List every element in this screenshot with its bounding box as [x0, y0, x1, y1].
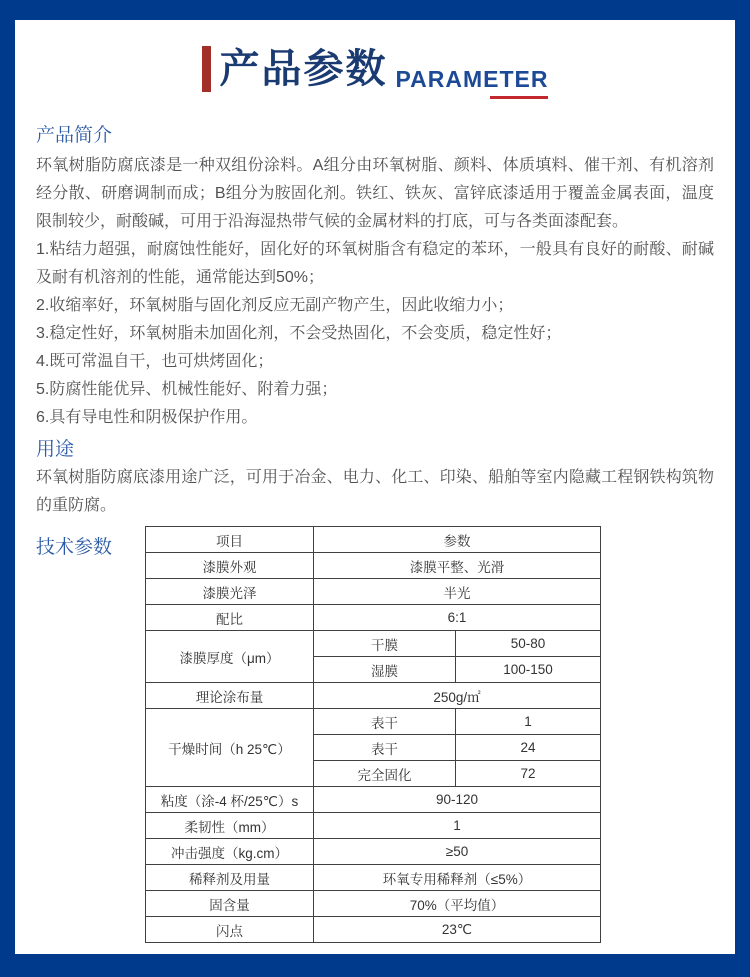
- feature-item: 3.稳定性好，环氧树脂未加固化剂，不会受热固化，不会变质，稳定性好；: [36, 325, 562, 342]
- content-area: [15, 124, 735, 943]
- param-label-cell: 固含量: [146, 891, 314, 917]
- param-row: [146, 787, 601, 813]
- section-heading-usage: 用途: [36, 439, 75, 460]
- param-value-cell: 6:1: [314, 605, 601, 631]
- param-value-cell: 50-80: [456, 631, 601, 657]
- param-row: [146, 891, 601, 917]
- param-label-cell: 项目: [146, 527, 314, 553]
- param-value-cell: 1: [314, 813, 601, 839]
- param-label-cell: 柔韧性（mm）: [146, 813, 314, 839]
- subtitle-underline: [490, 96, 548, 99]
- param-label-cell: 冲击强度（kg.cm）: [146, 839, 314, 865]
- feature-item: 4.既可常温自干，也可烘烤固化；: [36, 353, 274, 370]
- section-heading-intro: 产品简介: [36, 125, 113, 146]
- feature-item: 5.防腐性能优异、机械性能好、附着力强；: [36, 381, 338, 398]
- technical-parameters-table: [145, 526, 601, 943]
- title-accent-bar: [202, 46, 211, 92]
- param-value-cell: 72: [456, 761, 601, 787]
- page-subtitle: PARAMETER: [395, 66, 549, 92]
- param-row: [146, 631, 601, 657]
- param-value-cell: 环氧专用稀释剂（≤5%）: [314, 865, 601, 891]
- param-row: [146, 917, 601, 943]
- param-sublabel-cell: 完全固化: [314, 761, 456, 787]
- param-sublabel-cell: 湿膜: [314, 657, 456, 683]
- param-label-cell: 漆膜光泽: [146, 579, 314, 605]
- param-label-cell: 干燥时间（h 25℃）: [146, 709, 314, 787]
- param-row: [146, 813, 601, 839]
- param-label-cell: 稀释剂及用量: [146, 865, 314, 891]
- param-sublabel-cell: 表干: [314, 735, 456, 761]
- param-label-cell: 漆膜外观: [146, 553, 314, 579]
- param-value-cell: ≥50: [314, 839, 601, 865]
- param-value-cell: 24: [456, 735, 601, 761]
- usage-paragraph: 环氧树脂防腐底漆用途广泛，可用于冶金、电力、化工、印染、船舶等室内隐藏工程钢铁构筑物的重防腐。: [36, 469, 714, 514]
- param-row: [146, 605, 601, 631]
- param-sublabel-cell: 表干: [314, 709, 456, 735]
- param-value-cell: 70%（平均值）: [314, 891, 601, 917]
- param-value-cell: 参数: [314, 527, 601, 553]
- param-row: [146, 865, 601, 891]
- param-label-cell: 理论涂布量: [146, 683, 314, 709]
- param-value-cell: 半光: [314, 579, 601, 605]
- param-row: [146, 683, 601, 709]
- feature-item: 6.具有导电性和阴极保护作用。: [36, 409, 258, 426]
- page-header: [15, 46, 735, 94]
- tech-section: [36, 526, 714, 943]
- param-value-cell: 23℃: [314, 917, 601, 943]
- feature-item: 1.粘结力超强，耐腐蚀性能好，固化好的环氧树脂含有稳定的苯环，一般具有良好的耐酸、耐碱及耐有机溶剂的性能，通常能达到50%；: [36, 241, 714, 286]
- intro-paragraph: 环氧树脂防腐底漆是一种双组份涂料。A组分由环氧树脂、颜料、体质填料、催干剂、有机溶剂经分散、研磨调制而成；B组分为胺固化剂。铁红、铁灰、富锌底漆适用于覆盖金属表面，温度限制较少，耐酸碱，可用于沿海湿热带气候的金属材料的打底，可与各类面漆配套。: [36, 157, 714, 230]
- param-label-cell: 粘度（涂-4 杯/25℃）s: [146, 787, 314, 813]
- page-subtitle-wrap: [396, 66, 549, 92]
- feature-item: 2.收缩率好，环氧树脂与固化剂反应无副产物产生，因此收缩力小；: [36, 297, 514, 314]
- page-title: 产品参数: [219, 47, 388, 91]
- param-row: [146, 553, 601, 579]
- feature-list: [36, 236, 714, 432]
- param-row-header: [146, 527, 601, 553]
- param-value-cell: 250g/㎡: [314, 683, 601, 709]
- param-value-cell: 漆膜平整、光滑: [314, 553, 601, 579]
- section-heading-tech: 技术参数: [36, 537, 113, 558]
- param-value-cell: 90-120: [314, 787, 601, 813]
- param-label-cell: 配比: [146, 605, 314, 631]
- param-sublabel-cell: 干膜: [314, 631, 456, 657]
- param-value-cell: 1: [456, 709, 601, 735]
- param-row: [146, 709, 601, 735]
- param-row: [146, 839, 601, 865]
- param-label-cell: 漆膜厚度（μm）: [146, 631, 314, 683]
- param-label-cell: 闪点: [146, 917, 314, 943]
- param-value-cell: 100-150: [456, 657, 601, 683]
- param-row: [146, 579, 601, 605]
